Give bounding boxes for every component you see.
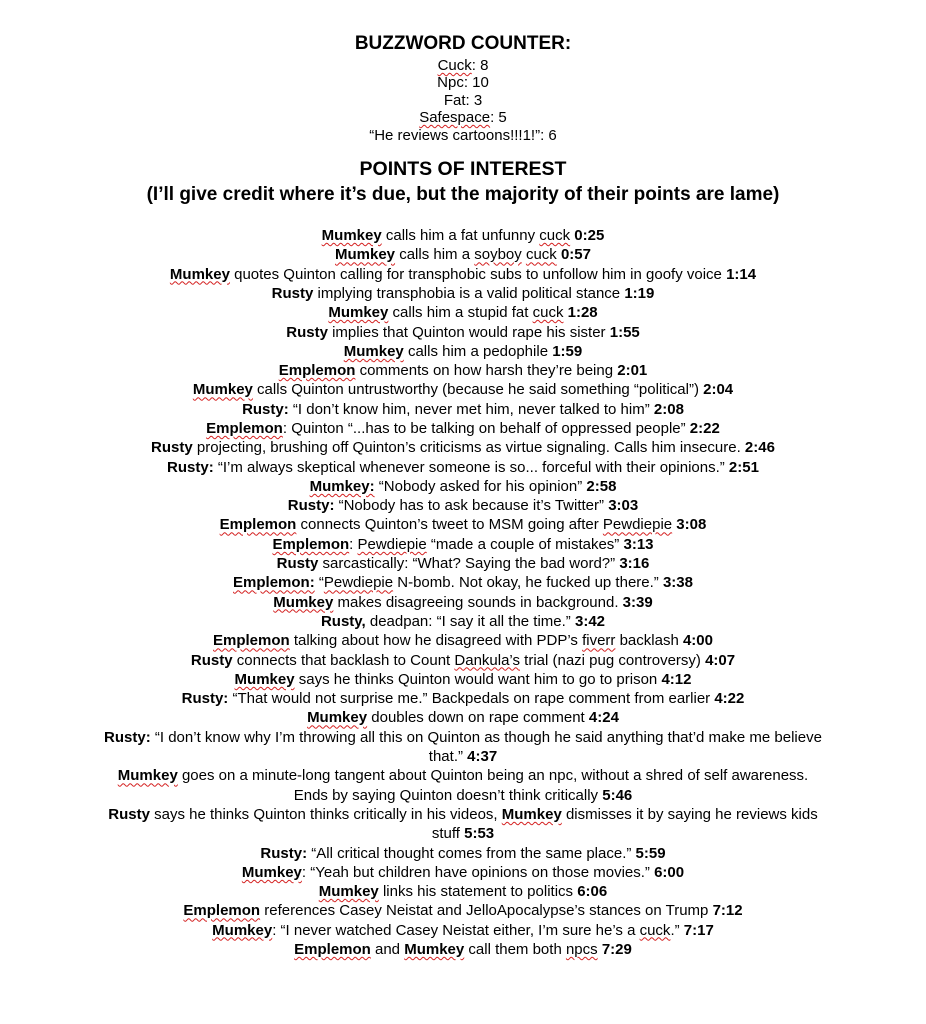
list-item: Mumkey calls him a soyboy cuck 0:57 [335,246,591,264]
list-item: Rusty sarcastically: “What? Saying the bad word?” 3:16 [276,555,650,573]
list-item: Rusty says he thinks Quinton thinks critically in his videos, Mumkey dismisses it by saying he reviews kids stuff 5:53 [108,805,818,843]
list-item: Emplemon: Pewdiepie “made a couple of mistakes” 3:13 [272,535,654,553]
list-item: Mumkey goes on a minute-long tangent about Quinton being an npc, without a shred of self awareness. Ends by saying Quinton doesn’t think critically 5:46 [117,767,809,804]
list-item: Mumkey says he thinks Quinton would want him to go to prison 4:12 [234,670,692,688]
list-item: Emplemon: Quinton “...has to be talking on behalf of oppressed people” 2:22 [206,420,720,437]
counter-item: Cuck: 8 [437,57,489,74]
list-item: Rusty implies that Quinton would rape his sister 1:55 [286,323,640,341]
list-item: Mumkey calls him a stupid fat cuck 1:28 [328,304,598,322]
counter-item: Fat: 3 [443,91,483,109]
list-item: Rusty: “That would not surprise me.” Backpedals on rape comment from earlier 4:22 [181,690,745,708]
list-item: Mumkey links his statement to politics 6:06 [318,883,608,901]
list-item: Mumkey: “I never watched Casey Neistat either, I’m sure he’s a cuck.” 7:17 [212,921,714,939]
list-item: Rusty implying transphobia is a valid political stance 1:19 [271,284,655,302]
list-item: Mumkey calls Quinton untrustworthy (because he said something “political”) 2:04 [192,381,734,399]
counter-title: BUZZWORD COUNTER: [354,33,572,54]
buzzword-counter [0,57,926,144]
list-item: Rusty projecting, brushing off Quinton’s criticisms as virtue signaling. Calls him insecure. 2:46 [151,439,775,457]
counter-item: Npc: 10 [437,74,489,92]
list-item: Mumkey quotes Quinton calling for transphobic subs to unfollow him in goofy voice 1:14 [169,265,757,283]
list-item: Mumkey: “Nobody asked for his opinion” 2:58 [309,477,617,495]
list-item: Mumkey calls him a pedophile 1:59 [343,342,583,360]
list-item: Emplemon and Mumkey call them both npcs 7:29 [294,941,632,959]
list-item: Mumkey calls him a fat unfunny cuck 0:25 [321,227,605,245]
list-item: Rusty connects that backlash to Count Dankula’s trial (nazi pug controversy) 4:07 [190,651,736,669]
list-item: Rusty: “Nobody has to ask because it’s Twitter” 3:03 [287,497,639,515]
list-item: Rusty: “I don’t know why I’m throwing all this on Quinton as though he said anything that’d make me believe that.” 4:37 [104,728,822,766]
list-item: Mumkey makes disagreeing sounds in background. 3:39 [273,593,653,611]
points-list [0,226,926,959]
points-subtitle: (I’ll give credit where it’s due, but the majority of their points are lame) [146,184,780,206]
list-item: Emplemon comments on how harsh they’re being 2:01 [278,362,648,380]
points-title: POINTS OF INTEREST [359,158,567,181]
list-item: Emplemon references Casey Neistat and JelloApocalypse’s stances on Trump 7:12 [183,902,743,920]
list-item: Emplemon talking about how he disagreed with PDP’s fiverr backlash 4:00 [212,632,713,650]
list-item: Emplemon: “Pewdiepie N-bomb. Not okay, he fucked up there.” 3:38 [233,574,693,592]
list-item: Mumkey: “Yeah but children have opinions on those movies.” 6:00 [241,863,685,881]
counter-item: Safespace: 5 [419,109,507,127]
list-item: Rusty: “I don’t know him, never met him, never talked to him” 2:08 [242,400,684,418]
list-item: Rusty: “All critical thought comes from the same place.” 5:59 [260,844,666,862]
document [0,33,926,959]
counter-item: “He reviews cartoons!!!1!”: 6 [369,126,557,144]
list-item: Rusty, deadpan: “I say it all the time.” 3:42 [320,612,606,630]
list-item: Rusty: “I’m always skeptical whenever someone is so... forceful with their opinions.” 2:51 [167,458,759,476]
list-item: Emplemon connects Quinton’s tweet to MSM going after Pewdiepie 3:08 [219,516,707,534]
list-item: Mumkey doubles down on rape comment 4:24 [307,709,619,727]
